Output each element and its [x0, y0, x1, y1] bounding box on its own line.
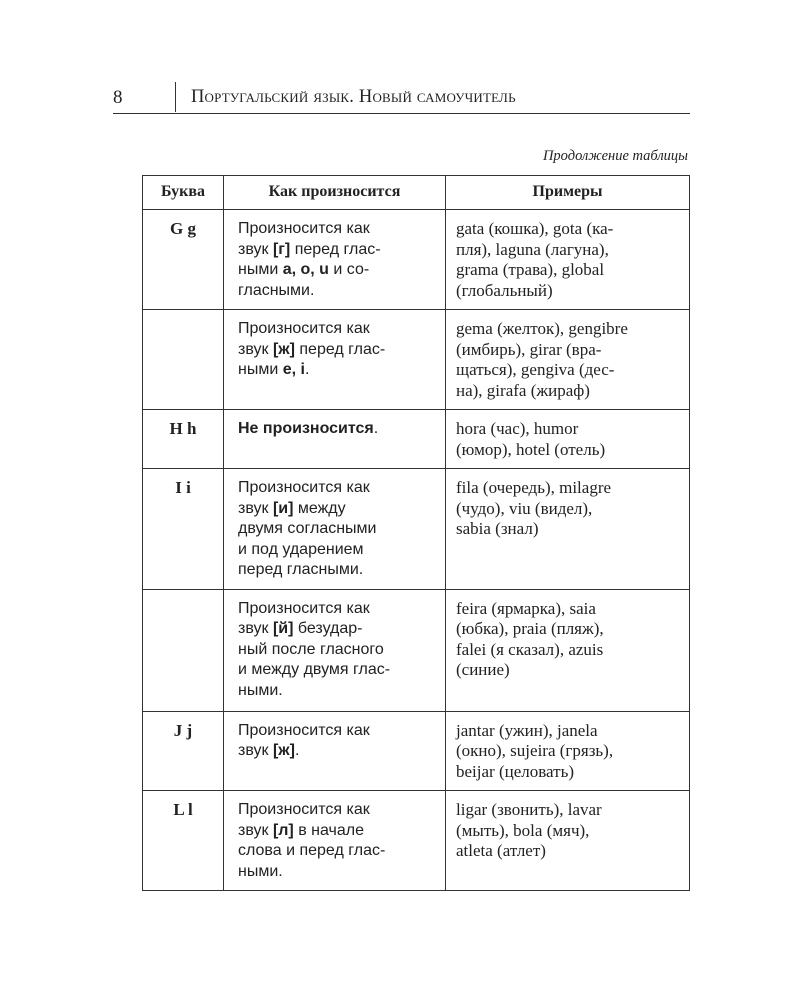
pron-text: Произносится как [238, 599, 370, 617]
pronunciation-cell [224, 469, 446, 590]
example-line: beijar (целовать) [456, 761, 574, 781]
pronunciation-cell [224, 410, 446, 469]
letter-cell [143, 589, 224, 711]
letter-cell [143, 310, 224, 410]
column-header-examples: Примеры [446, 176, 690, 210]
letter-cell: H h [143, 410, 224, 469]
letters-bold: e, i [282, 361, 305, 378]
example-line: falei (я сказал), azuis [456, 639, 604, 659]
sound-symbol: [г] [272, 240, 291, 258]
letter-cell: J j [143, 711, 224, 791]
pron-text: ными. [238, 681, 283, 699]
page-header [113, 82, 690, 114]
examples-cell [446, 791, 690, 891]
table-continuation-note: Продолжение таблицы [542, 148, 688, 164]
pron-text: звук [238, 240, 273, 258]
pron-text: между [293, 499, 346, 517]
letter-cell: L l [143, 791, 224, 891]
pron-text: звук [238, 742, 273, 759]
table-row [143, 469, 690, 590]
pron-text: Произносится как [238, 320, 370, 337]
example-line: fila (очередь), milagre [456, 478, 612, 497]
pron-text: перед гласными. [238, 561, 364, 578]
pron-text: и под ударением [238, 540, 364, 558]
pron-text: гласными. [238, 281, 315, 299]
pron-text: . [294, 742, 300, 759]
example-line: hora (час), humor [456, 419, 579, 438]
pron-text: ными [238, 261, 283, 278]
pron-text: звук [238, 499, 273, 517]
example-line: (окно), sujeira (грязь), [456, 741, 614, 760]
pron-text: Произносится как [238, 479, 370, 496]
example-line: (глобальный) [456, 280, 553, 300]
example-line: (мыть), bola (мяч), [456, 820, 590, 840]
example-line: (имбирь), girar (вра- [456, 339, 602, 359]
example-line: jantar (ужин), janela [456, 720, 598, 740]
pron-text: ными [238, 361, 283, 378]
pron-text: и между двумя глас- [238, 661, 391, 678]
example-line: щаться), gengiva (дес- [456, 360, 615, 379]
example-line: пля), laguna (лагуна), [456, 239, 609, 259]
table-row [143, 410, 690, 469]
examples-cell [446, 469, 690, 590]
pron-text: перед глас- [290, 240, 381, 258]
pron-text: перед глас- [294, 340, 386, 358]
pron-text: ный после гласного [238, 640, 384, 658]
column-header-pronunciation: Как произносится [224, 176, 446, 210]
not-pronounced-text: Не произносится [238, 420, 374, 437]
pronunciation-cell [224, 589, 446, 711]
example-line: на), girafa (жираф) [456, 380, 590, 400]
example-line: (юбка), praia (пляж), [456, 619, 604, 638]
example-line: grama (трава), global [456, 260, 605, 279]
letters-bold: a, o, u [282, 261, 329, 278]
column-header-letter: Буква [143, 176, 224, 210]
pron-text: в начале [293, 821, 365, 839]
pron-text: звук [238, 821, 273, 839]
pron-text: двумя согласными [238, 520, 377, 537]
pron-text: и со- [328, 261, 370, 278]
sound-symbol: [л] [272, 821, 294, 839]
example-line: atleta (атлет) [456, 841, 546, 860]
pronunciation-cell [224, 210, 446, 310]
pron-text: звук [238, 620, 273, 637]
pron-text: безудар- [293, 620, 363, 637]
running-title: Португальский язык. Новый самоучитель [191, 87, 516, 107]
header-divider [175, 82, 176, 112]
pronunciation-table [142, 175, 690, 891]
pronunciation-cell [224, 711, 446, 791]
example-line: gema (желток), gengibre [456, 319, 628, 338]
pronunciation-cell [224, 310, 446, 410]
example-line: (синие) [456, 660, 510, 679]
example-line: gata (кошка), gota (ка- [456, 219, 614, 238]
example-line: feira (ярмарка), saia [456, 598, 596, 618]
table-row [143, 711, 690, 791]
table-header-row [143, 176, 690, 210]
example-line: ligar (звонить), lavar [456, 800, 602, 819]
examples-cell [446, 711, 690, 791]
example-line: (чудо), viu (видел), [456, 498, 593, 518]
pron-text: слова и перед глас- [238, 842, 386, 859]
header-rule [113, 113, 690, 114]
examples-cell [446, 310, 690, 410]
pron-text: звук [238, 340, 273, 358]
pron-text: ными. [238, 862, 283, 880]
pron-text: Произносится как [238, 220, 370, 237]
table-row [143, 210, 690, 310]
table-row [143, 589, 690, 711]
pron-text: Произносится как [238, 801, 370, 818]
sound-symbol: [ж] [272, 340, 295, 358]
sound-symbol: [и] [272, 499, 294, 517]
examples-cell [446, 210, 690, 310]
page-number: 8 [113, 87, 123, 108]
example-line: (юмор), hotel (отель) [456, 439, 606, 459]
pron-text: . [304, 361, 310, 378]
letter-cell: I i [143, 469, 224, 590]
pron-text: Произносится как [238, 721, 370, 739]
table-row [143, 791, 690, 891]
examples-cell [446, 589, 690, 711]
sound-symbol: [ж] [272, 742, 295, 759]
letter-cell: G g [143, 210, 224, 310]
pronunciation-cell [224, 791, 446, 891]
pron-text: . [373, 420, 379, 437]
example-line: sabia (знал) [456, 519, 539, 538]
examples-cell [446, 410, 690, 469]
sound-symbol: [й] [272, 620, 294, 637]
table-row [143, 310, 690, 410]
